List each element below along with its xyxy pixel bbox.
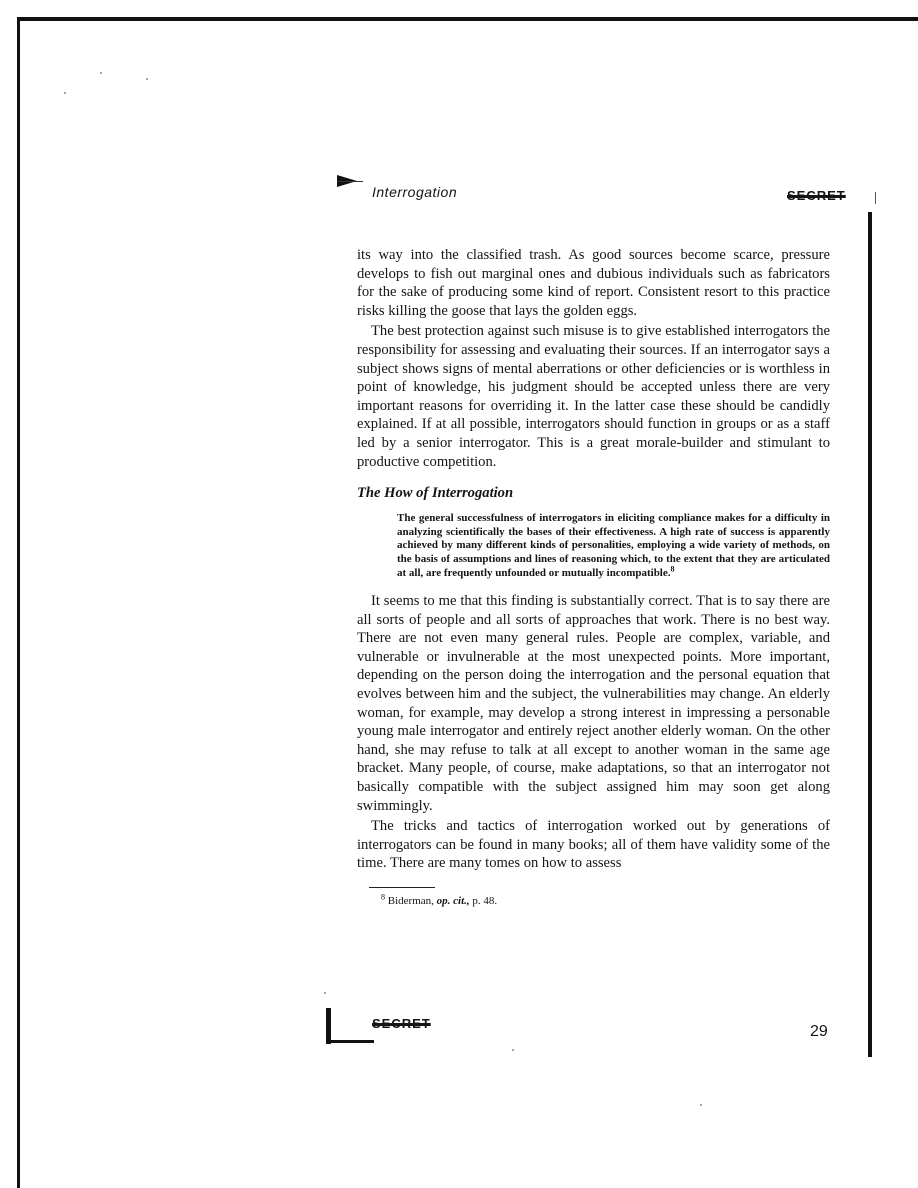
crop-mark-bottom-left-horizontal (326, 1040, 374, 1043)
page-content (357, 246, 830, 908)
page-number: 29 (810, 1023, 828, 1040)
scan-frame-top-edge (17, 17, 918, 21)
classification-stamp-top: SECRET (787, 188, 846, 203)
block-quote-text: The general successfulness of interrogators in eliciting compliance makes for a difficulty in analyzing scientifically the bases of their effectiveness. A high rate of success is apparently achieved by many different kinds of personalities, employing a wide variety of methods, on the basis of assumptions and lines of reasoning which, to the extent that they are articulated at all, are frequently unfounded or mutually incompatible. (397, 512, 830, 579)
section-heading: The How of Interrogation (357, 485, 514, 502)
footnote-divider (369, 887, 435, 888)
scan-speck (324, 992, 326, 994)
scan-speck (64, 92, 66, 94)
footnote-citation: op. cit., (436, 895, 470, 907)
paragraph-3: It seems to me that this finding is substantially correct. That is to say there are all sorts of people and all sorts of approaches that work. There is no best way. There are not even many general rules. People are complex, variable, and vulnerable or invulnerable at the most unexpected points. More important, depending on the person doing the interrogation and the personal equation that evolves between him and the subject, the vulnerabilities may change. An elderly woman, for example, may develop a strong interest in impressing a personable young male interrogator and entirely reject another elderly woman. On the other hand, she may refuse to talk at all except to another woman in the same age bracket. Many people, of course, make adaptations, so that an interrogator not basically compatible with the subject assigned him may soon get along swimmingly. (357, 593, 830, 814)
footnote-page: p. 48. (472, 895, 498, 907)
paragraph-1: its way into the classified trash. As good sources become scarce, pressure develops to fish out marginal ones and dubious individuals such as fabricators for the sake of producing some kind of report. Consistent resort to this practice risks killing the goose that lays the golden eggs. (357, 247, 830, 319)
margin-tick (875, 192, 876, 204)
paragraph-2: The best protection against such misuse is to give established interrogators the responsibility for assessing and evaluating their sources. If an interrogator says a subject shows signs of mental aberrations or other deficiencies or is worthless in point of knowledge, his judgment should be accepted unless there are very important reasons for overriding it. In the latter case these should be candidly explained. If at all possible, interrogators should function in groups or as a staff led by a senior interrogator. This is a great morale-builder and stimulant to productive competition. (357, 323, 830, 470)
footnote-mark: 8 (381, 892, 385, 902)
running-title: Interrogation (372, 184, 458, 200)
block-quote (357, 512, 830, 580)
scan-speck (700, 1104, 702, 1106)
footnote-reference: 8 (670, 563, 675, 573)
crop-mark-bottom-left-vertical (326, 1008, 331, 1044)
footnote (381, 894, 830, 908)
scan-speck (146, 78, 148, 80)
paragraph-4: The tricks and tactics of interrogation worked out by generations of interrogators can be found in many books; all of them have validity some of the time. There are many tomes on how to assess (357, 818, 830, 872)
crop-mark-line (337, 181, 363, 182)
scan-speck (100, 72, 102, 74)
scan-speck (512, 1049, 514, 1051)
scan-frame-left-edge (17, 17, 20, 1188)
classification-stamp-bottom: SECRET (372, 1016, 431, 1031)
margin-bar (868, 212, 872, 1057)
footnote-author: Biderman, (387, 895, 434, 907)
